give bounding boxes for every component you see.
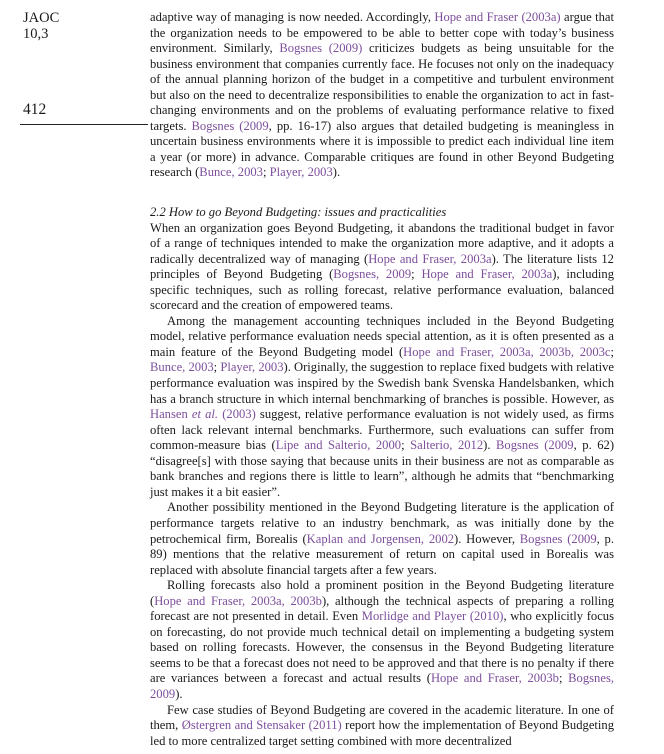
text-run: , p. 62) “disagree[s] with those saying that because units in their business are not as comparable as bank branches and regions there is little to learn”, although he admits that “benchmarking just makes it a bit easier”. (150, 438, 615, 499)
citation-link[interactable]: et al. (191, 407, 219, 422)
text-run: , who explicitly focus on forecasting, do not provide much technical detail on implementing a budgeting system based on rolling forecasts. However, the consensus in the Beyond Budgeting literature seems to be that a forecast does not need to be approved and that there is no penalty if there are variances between a forecast and actual results ( (150, 609, 614, 686)
journal-name: JAOC (23, 10, 60, 26)
citation-link[interactable]: Lipe and Salterio, 2000 (275, 438, 402, 453)
text-run: Rolling forecasts also hold a prominent position in the Beyond Budgeting literature ( (150, 578, 614, 608)
text-run: argue that the organization needs to be empowered to be able to better cope with today’s business environment. Similarly, (150, 10, 615, 56)
citation-link[interactable]: Hope and Fraser (2003a) (434, 10, 561, 24)
text-run: ). Originally, the suggestion to replace fixed budgets with relative performance evaluation was inspired by the Swedish bank Svenska Handelsbanken, which has a branch structure in which internal benchmarking of branches is possible. However, as (150, 360, 614, 406)
citation-link[interactable]: Østergren and Stensaker (2011) (181, 718, 342, 733)
text-run: ). (483, 438, 497, 453)
citation-link[interactable]: Hope and Fraser, 2003b (430, 671, 559, 686)
text-run: ), although the technical aspects of preparing a rolling forecast are not presented in detail. Even (150, 593, 614, 624)
section-heading (150, 205, 614, 221)
text-run: 2.2 How to go Beyond Budgeting: issues and practicalities (150, 205, 447, 220)
text-run: , pp. 16-17) also argues that detailed budgeting is meaningless in uncertain business environments where it is impossible to predict each individual line item a year (or more) in advance. Comparable critiques are found in other Beyond Budgeting research ( (150, 118, 614, 180)
citation-link[interactable]: Player, 2003 (220, 360, 284, 375)
body-paragraph (150, 500, 614, 578)
citation-link[interactable]: Bogsnes (2009 (519, 531, 597, 546)
text-run: When an organization goes Beyond Budgeting, it abandons the traditional budget in favor of a range of techniques intended to make the organization more adaptive, and it adopts a radically decentralized way of managing ( (150, 220, 614, 266)
text-run: ). The literature lists 12 principles of Beyond Budgeting ( (150, 251, 614, 282)
text-run: ). However, (454, 531, 520, 546)
text-run: Few case studies of Beyond Budgeting are covered in the academic literature. In one of them, (150, 702, 614, 733)
citation-link[interactable]: Bogsnes, 2009 (150, 671, 614, 701)
citation-link[interactable]: Bogsnes, 2009 (333, 267, 412, 282)
body-paragraph (150, 221, 614, 314)
text-run: ; (411, 267, 422, 282)
citation-link[interactable]: Bogsnes (2009) (279, 41, 363, 56)
body-paragraph (150, 703, 614, 750)
body-paragraph (150, 10, 614, 181)
citation-link[interactable]: Bunce, 2003 (150, 360, 214, 375)
citation-link[interactable]: Player, 2003 (269, 165, 333, 180)
article-body (150, 10, 614, 749)
citation-link[interactable]: Bunce, 2003 (199, 165, 263, 180)
text-run: adaptive way of managing is now needed. Accordingly, (150, 10, 435, 24)
text-run: report how the implementation of Beyond Budgeting led to more centralized target setting combined with more decentralized (150, 718, 615, 748)
text-run: ; (262, 165, 270, 180)
journal-abbreviation (23, 10, 59, 42)
text-run: , p. 89) mentions that the relative measurement of return on capital used in Borealis was replaced with absolute financial targets after a few years. (150, 531, 615, 577)
text-run: ; (558, 671, 569, 686)
text-run: Among the management accounting techniques included in the Beyond Budgeting model, relative performance evaluation needs special attention, as it is often presented as a main feature of the Beyond Budgeting model ( (150, 313, 614, 359)
text-run: ; (213, 360, 221, 375)
citation-link[interactable]: Hope and Fraser, 2003a, 2003b (154, 593, 322, 608)
text-run: suggest, relative performance evaluation is not widely used, as firms often lack relevant internal benchmarks. Furthermore, such evaluations can suffer from common-measure bias ( (150, 407, 614, 453)
citation-link[interactable]: Morlidge and Player (2010) (361, 609, 504, 624)
text-run: ). (332, 165, 341, 180)
citation-link[interactable]: Bogsnes (2009 (496, 438, 574, 453)
citation-link[interactable]: Salterio, 2012 (410, 438, 484, 453)
citation-link[interactable]: Hope and Fraser, 2003a, 2003b, 2003c (403, 344, 611, 359)
body-paragraph (150, 578, 614, 702)
text-run: criticizes budgets as being unsuitable for the business environment that companies currently face. He focuses not only on the inadequacy of the annual planning horizon of the budget in a competitive and turbulent environment but also on the need to decentralize responsibilities to enable the organization to act in fast-changing environments and on the problems of evaluating performance relative to fixed targets. (150, 41, 614, 133)
body-paragraph (150, 314, 614, 501)
citation-link[interactable]: (2003) (218, 407, 256, 422)
citation-link[interactable]: Bogsnes (2009 (191, 118, 269, 133)
citation-link[interactable]: Hope and Fraser, 2003a (421, 267, 553, 282)
text-run: ; (401, 438, 411, 453)
page-number: 412 (23, 101, 47, 118)
text-run: Another possibility mentioned in the Beyond Budgeting literature is the application of performance targets relative to an industry benchmark, as was initially done by the petrochemical firm, Borealis ( (150, 500, 614, 546)
citation-link[interactable]: Kaplan and Jorgensen, 2002 (306, 531, 455, 546)
citation-link[interactable]: Hansen (150, 407, 192, 422)
text-run: ; (610, 344, 615, 359)
journal-volume: 10,3 (23, 26, 49, 42)
citation-link[interactable]: Hope and Fraser, 2003a (368, 251, 492, 266)
margin-divider (20, 124, 148, 125)
text-run: ). (175, 686, 183, 701)
text-run: ), including specific techniques, such as rolling forecast, relative performance evaluation, balanced scorecard and the creation of empowered teams. (150, 267, 614, 313)
